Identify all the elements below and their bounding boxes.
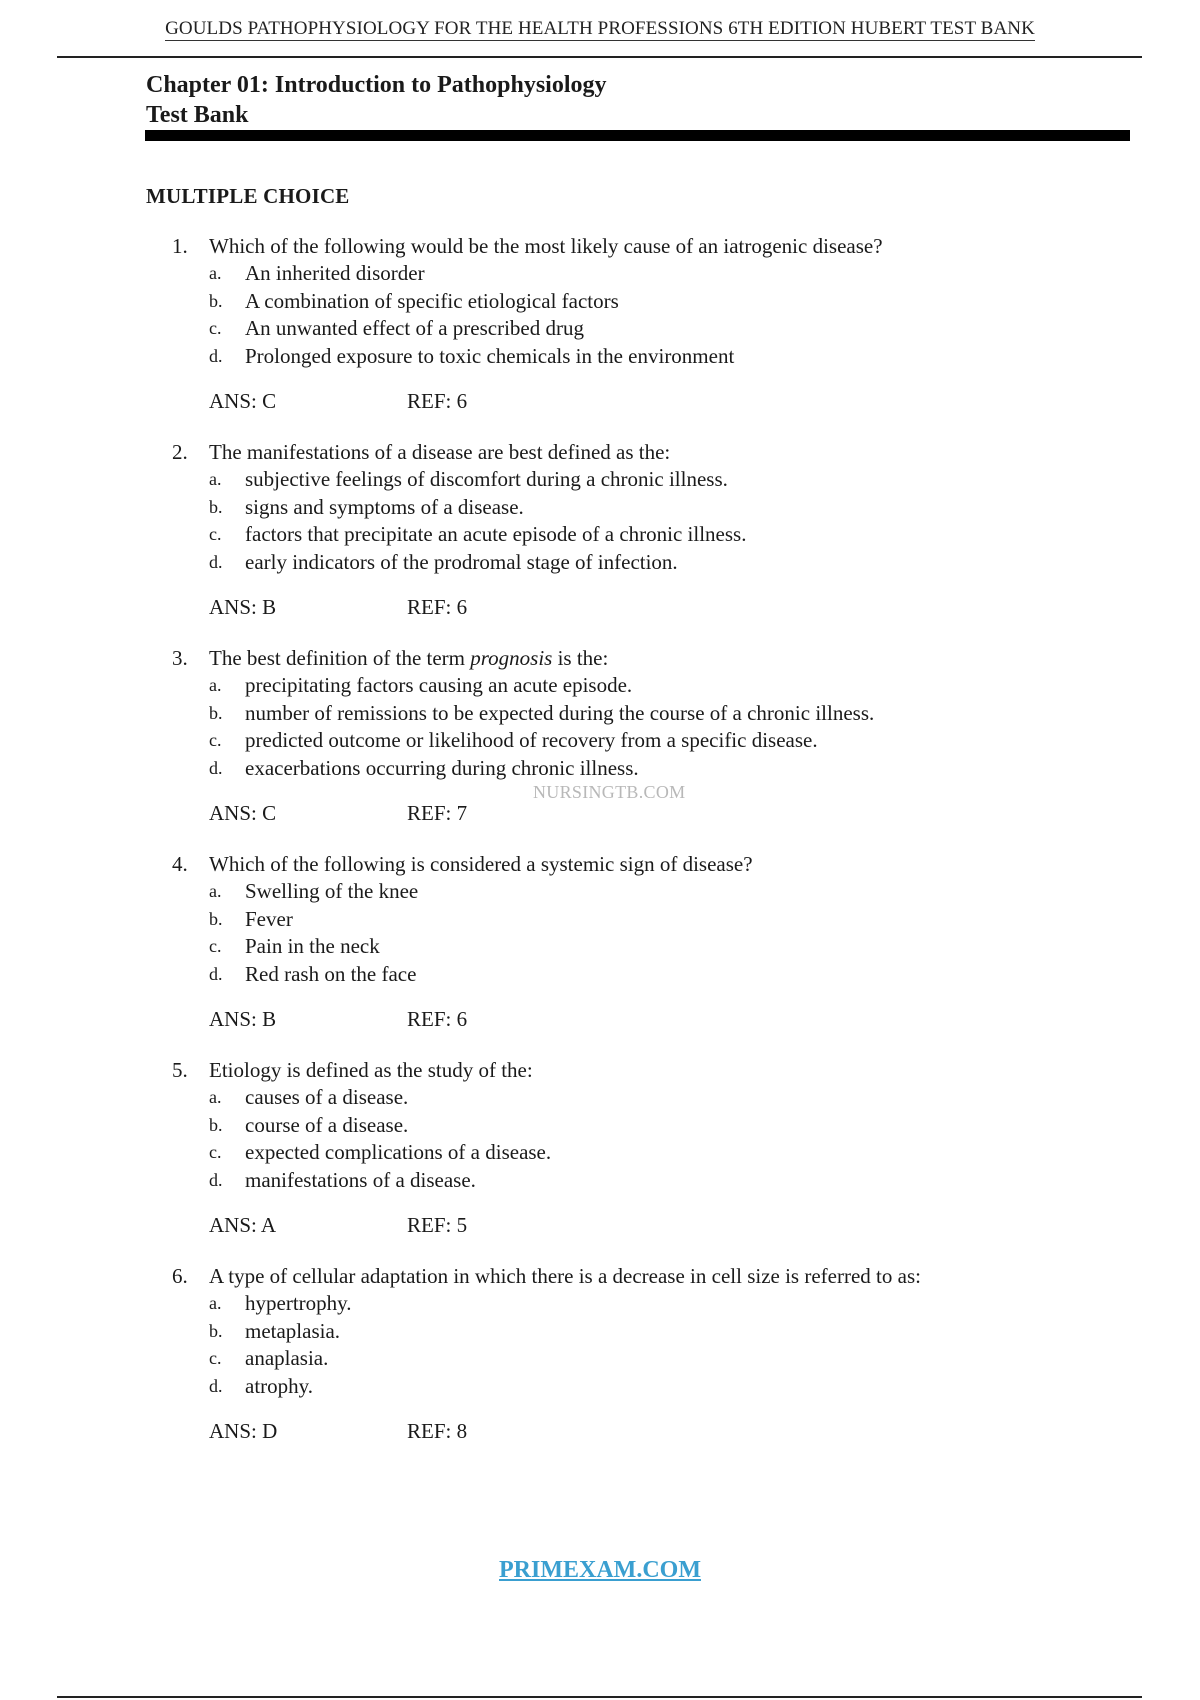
question-list [0,233,1200,1469]
option-letter: c. [209,936,222,956]
answer-key: ANS: B [209,595,277,619]
option-text: Pain in the neck [245,934,380,958]
question-2 [0,439,1200,645]
page-reference: REF: 6 [407,1007,468,1031]
option-text: Red rash on the face [245,961,417,986]
question-number: 6. [172,1264,188,1288]
watermark: NURSINGTB.COM [533,782,686,802]
option-letter: a. [209,675,222,695]
question-6 [0,1263,1200,1469]
option-text: atrophy. [245,1373,314,1398]
title-divider [145,130,1130,141]
page-reference: REF: 8 [407,1419,468,1443]
option-letter: d. [209,551,223,572]
option-letter: c. [209,730,222,750]
question-4 [0,851,1200,1057]
page-reference: REF: 7 [407,801,468,825]
option-text: expected complications of a disease. [245,1140,552,1164]
question-number: 4. [172,852,188,876]
running-header-text: GOULDS PATHOPHYSIOLOGY FOR THE HEALTH PROFESSIONS 6TH EDITION HUBERT TEST BANK [165,18,1035,39]
option-letter: c. [209,1142,222,1162]
footer-divider [57,1696,1142,1698]
stem-text: is the: [552,646,609,670]
question-3 [0,645,1200,851]
stem-text: The best definition of the term [209,646,471,670]
option-text: factors that precipitate an acute episode of a chronic illness. [245,522,747,546]
option-letter: b. [209,1320,223,1341]
page-reference: REF: 6 [407,389,468,413]
option-letter: c. [209,318,222,338]
option-text: number of remissions to be expected during the course of a chronic illness. [245,700,875,725]
option-text: An unwanted effect of a prescribed drug [245,316,584,340]
stem-italic-term: prognosis [470,646,553,670]
question-number: 1. [172,234,188,258]
header-divider [57,56,1142,58]
option-letter: d. [209,963,223,984]
chapter-title: Chapter 01: Introduction to Pathophysiology [146,72,607,98]
option-letter: d. [209,1169,223,1190]
question-stem: Etiology is defined as the study of the: [209,1058,533,1082]
answer-key: ANS: C [209,389,277,413]
option-letter: a. [209,469,222,489]
section-heading: MULTIPLE CHOICE [146,184,350,208]
option-letter: d. [209,1375,223,1396]
option-letter: b. [209,908,223,929]
answer-key: ANS: D [209,1419,278,1443]
question-number: 5. [172,1058,188,1082]
option-letter: c. [209,524,222,544]
option-text: metaplasia. [245,1318,341,1343]
question-stem: Which of the following would be the most likely cause of an iatrogenic disease? [209,234,883,258]
page-reference: REF: 6 [407,595,468,619]
question-stem: A type of cellular adaptation in which there is a decrease in cell size is referred to as: [209,1264,921,1288]
question-number: 2. [172,440,188,464]
option-text: early indicators of the prodromal stage of infection. [245,549,678,574]
option-letter: a. [209,263,222,283]
answer-key: ANS: C [209,801,277,825]
option-letter: b. [209,702,223,723]
chapter-subtitle: Test Bank [146,102,249,128]
option-letter: d. [209,757,223,778]
option-letter: b. [209,290,223,311]
answer-key: ANS: B [209,1007,277,1031]
option-text: A combination of specific etiological factors [245,288,619,313]
option-text: precipitating factors causing an acute episode. [245,673,633,697]
option-text: predicted outcome or likelihood of recovery from a specific disease. [245,728,818,752]
option-text: manifestations of a disease. [245,1167,476,1192]
option-text: An inherited disorder [245,261,425,285]
running-header [0,18,1200,40]
question-stem [209,645,608,672]
page-reference: REF: 5 [407,1213,468,1237]
option-text: Swelling of the knee [245,879,419,903]
option-letter: b. [209,496,223,517]
option-text: subjective feelings of discomfort during a chronic illness. [245,467,728,491]
question-1 [0,233,1200,439]
question-stem: Which of the following is considered a systemic sign of disease? [209,852,753,876]
answer-key: ANS: A [209,1213,277,1237]
option-letter: d. [209,345,223,366]
option-text: anaplasia. [245,1346,329,1370]
option-text: course of a disease. [245,1112,409,1137]
option-letter: a. [209,1087,222,1107]
option-text: exacerbations occurring during chronic illness. [245,755,639,780]
option-text: hypertrophy. [245,1291,352,1315]
option-text: signs and symptoms of a disease. [245,494,524,519]
option-letter: a. [209,881,222,901]
question-5 [0,1057,1200,1263]
option-text: Prolonged exposure to toxic chemicals in the environment [245,343,735,368]
option-letter: b. [209,1114,223,1135]
option-text: causes of a disease. [245,1085,409,1109]
question-number: 3. [172,646,188,670]
footer [0,1557,1200,1584]
option-letter: c. [209,1348,222,1368]
option-text: Fever [245,906,293,931]
question-stem: The manifestations of a disease are best defined as the: [209,440,671,464]
footer-link[interactable]: PRIMEXAM.COM [499,1557,701,1583]
option-letter: a. [209,1293,222,1313]
